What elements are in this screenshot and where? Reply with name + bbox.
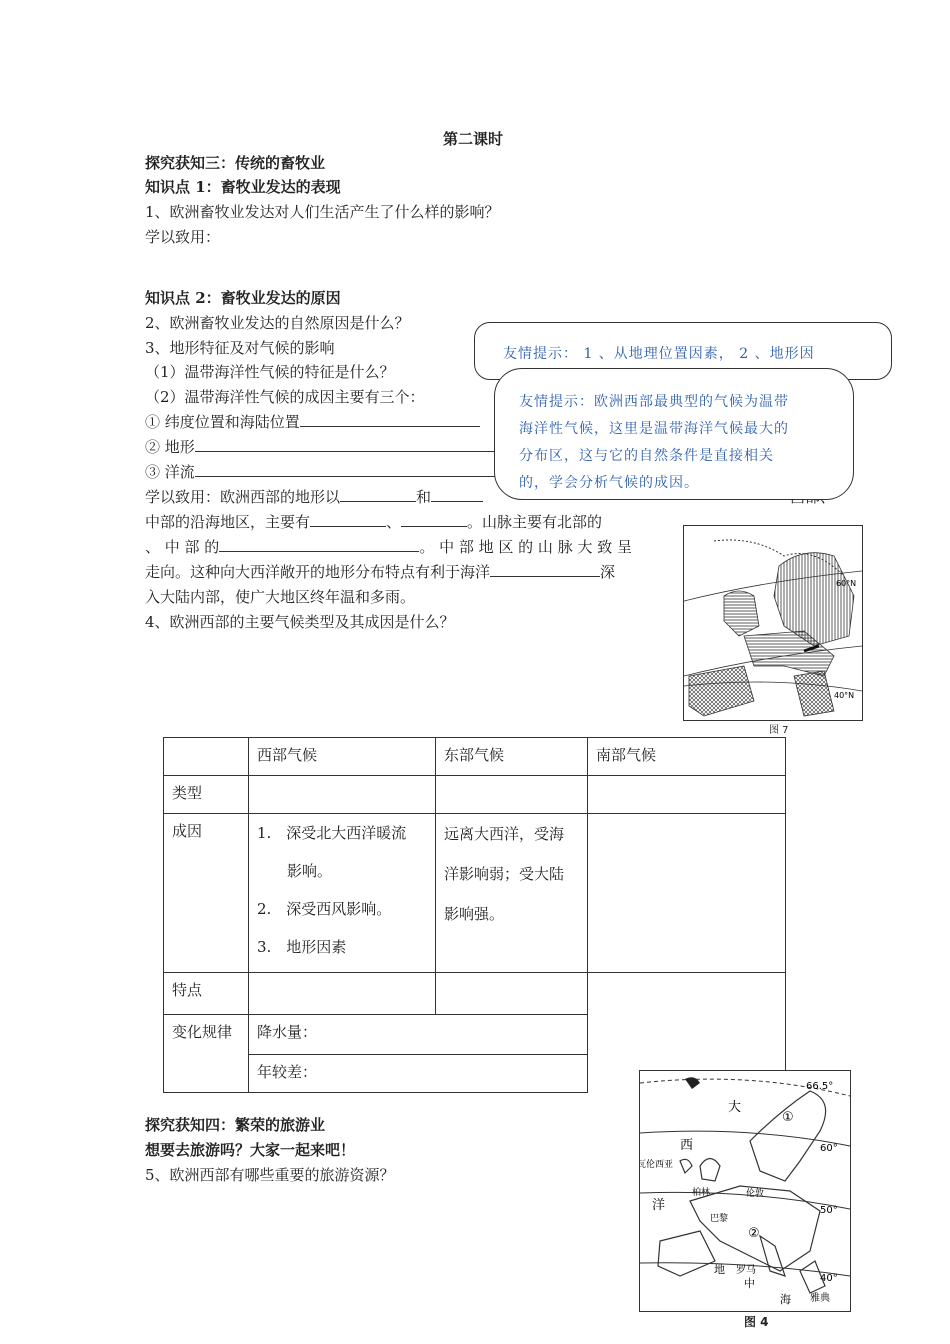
- svg-text:西: 西: [680, 1138, 694, 1153]
- annual-range-cell: 年较差：: [249, 1055, 588, 1093]
- svg-text:地: 地: [714, 1263, 725, 1276]
- table-cell[interactable]: [588, 814, 786, 973]
- apply-label-1: 学以致用：: [145, 228, 221, 246]
- row-label-change: 变化规律: [164, 1015, 249, 1093]
- blank-line[interactable]: [310, 512, 386, 527]
- question-3: 3、地形特征及对气候的影响: [145, 339, 335, 357]
- cause-2: ② 地形: [145, 436, 540, 458]
- table-cell[interactable]: [249, 973, 436, 1015]
- blank-line[interactable]: [490, 562, 600, 577]
- west-cause-cell: 1. 深受北大西洋暖流 影响。 2. 深受西风影响。 3. 地形因素: [249, 814, 436, 973]
- apply-2-line-1: 学以致用：欧洲西部的地形以 和: [145, 486, 483, 508]
- marker-1: ①: [782, 1110, 794, 1125]
- lat-60-label: 60°N: [836, 579, 857, 588]
- city-label: 柏林: [692, 1188, 711, 1198]
- section4-subheading: 想要去旅游吗？大家一起来吧！: [145, 1141, 356, 1159]
- table-row: [164, 776, 786, 814]
- table-cell[interactable]: [436, 776, 588, 814]
- table-cell: [164, 738, 249, 776]
- city-label: 雅典: [810, 1293, 830, 1304]
- table-cell[interactable]: [436, 973, 588, 1015]
- lat-50-label: 50°: [820, 1205, 838, 1216]
- lat-665-label: 66.5°: [806, 1081, 834, 1092]
- table-row: [164, 738, 786, 776]
- kp1-heading: 知识点 1：畜牧业发达的表现: [145, 178, 341, 196]
- east-cause-cell: 远离大西洋，受海 洋影响弱；受大陆 影响强。: [436, 814, 588, 973]
- svg-text:海: 海: [780, 1293, 791, 1306]
- svg-text:洋: 洋: [652, 1198, 666, 1213]
- lat-40-label-4: 40°: [820, 1273, 838, 1284]
- europe-tourism-map: [640, 1071, 850, 1311]
- section3-heading: 探究获知三：传统的畜牧业: [145, 154, 326, 172]
- question-4: 4、欧洲西部的主要气候类型及其成因是什么？: [145, 613, 455, 631]
- table-cell[interactable]: [249, 776, 436, 814]
- cause-1: ① 纬度位置和海陆位置: [145, 411, 480, 433]
- apply-2-line-2: 中部的沿海地区，主要有 、 。山脉主要有北部的: [145, 513, 603, 531]
- blank-line[interactable]: [340, 487, 416, 502]
- question-3a: （1）温带海洋性气候的特征是什么？: [145, 363, 395, 381]
- section4-heading: 探究获知四：繁荣的旅游业: [145, 1116, 326, 1134]
- question-5: 5、欧洲西部有哪些重要的旅游资源？: [145, 1166, 395, 1184]
- lat-40-label: 40°N: [834, 691, 855, 700]
- table-row: [164, 973, 786, 1015]
- blank-line[interactable]: [431, 487, 483, 502]
- map-figure-7: [683, 525, 863, 721]
- apply-2-line-3: 、 中 部 的 。 中 部 地 区 的 山 脉 大 致 呈: [145, 538, 632, 556]
- row-label-type: 类型: [164, 776, 249, 814]
- hint-box-2: [494, 368, 854, 500]
- blank-line[interactable]: [219, 537, 419, 552]
- blank-line[interactable]: [401, 512, 467, 527]
- page-title: 第二课时: [443, 130, 504, 148]
- apply-2-line-4: 走向。这种向大西洋敞开的地形分布特点有利于海洋 深: [145, 563, 616, 581]
- svg-text:大: 大: [728, 1100, 742, 1115]
- svg-text:中: 中: [744, 1277, 755, 1290]
- figure-7-caption: 图 7: [769, 725, 789, 736]
- table-header-east: 东部气候: [436, 738, 588, 776]
- climate-table: [163, 737, 786, 1093]
- lat-60-label-4: 60°: [820, 1143, 838, 1154]
- hint-box-1: 友情提示： 1 、从地理位置因素， 2 、地形因: [474, 322, 892, 380]
- marker-2: ②: [748, 1226, 760, 1241]
- table-cell[interactable]: [588, 776, 786, 814]
- city-label: 伦敦: [746, 1189, 765, 1199]
- blank-line[interactable]: [195, 437, 540, 452]
- row-label-feature: 特点: [164, 973, 249, 1015]
- kp2-heading: 知识点 2：畜牧业发达的原因: [145, 289, 341, 307]
- blank-line[interactable]: [195, 462, 540, 477]
- cause-3: ③ 洋流: [145, 461, 540, 483]
- question-1: 1、欧洲畜牧业发达对人们生活产生了什么样的影响？: [145, 203, 500, 221]
- question-3b: （2）温带海洋性气候的成因主要有三个：: [145, 388, 425, 406]
- city-label: 巴黎: [710, 1214, 729, 1224]
- question-2: 2、欧洲畜牧业发达的自然原因是什么？: [145, 314, 410, 332]
- city-label: 罗马: [736, 1265, 756, 1276]
- table-row: [164, 814, 786, 973]
- apply-2-line-5: 入大陆内部，使广大地区终年温和多雨。: [145, 588, 416, 606]
- map-figure-4: [639, 1070, 851, 1312]
- row-label-cause: 成因: [164, 814, 249, 973]
- precip-cell: 降水量：: [249, 1015, 588, 1055]
- table-header-west: 西部气候: [249, 738, 436, 776]
- blank-line[interactable]: [300, 412, 480, 427]
- figure-4-caption: 图 4: [744, 1315, 769, 1329]
- city-label: 瓦伦西亚: [640, 1160, 674, 1170]
- europe-climate-map: [684, 526, 862, 720]
- table-header-south: 南部气候: [588, 738, 786, 776]
- hint-2-text: 友情提示：欧洲西部最典型的气候为温带 海洋性气候，这里是温带海洋气候最大的 分布区，这与它的自然条件是直接相关 的，学会分析气候的成因。: [519, 394, 789, 491]
